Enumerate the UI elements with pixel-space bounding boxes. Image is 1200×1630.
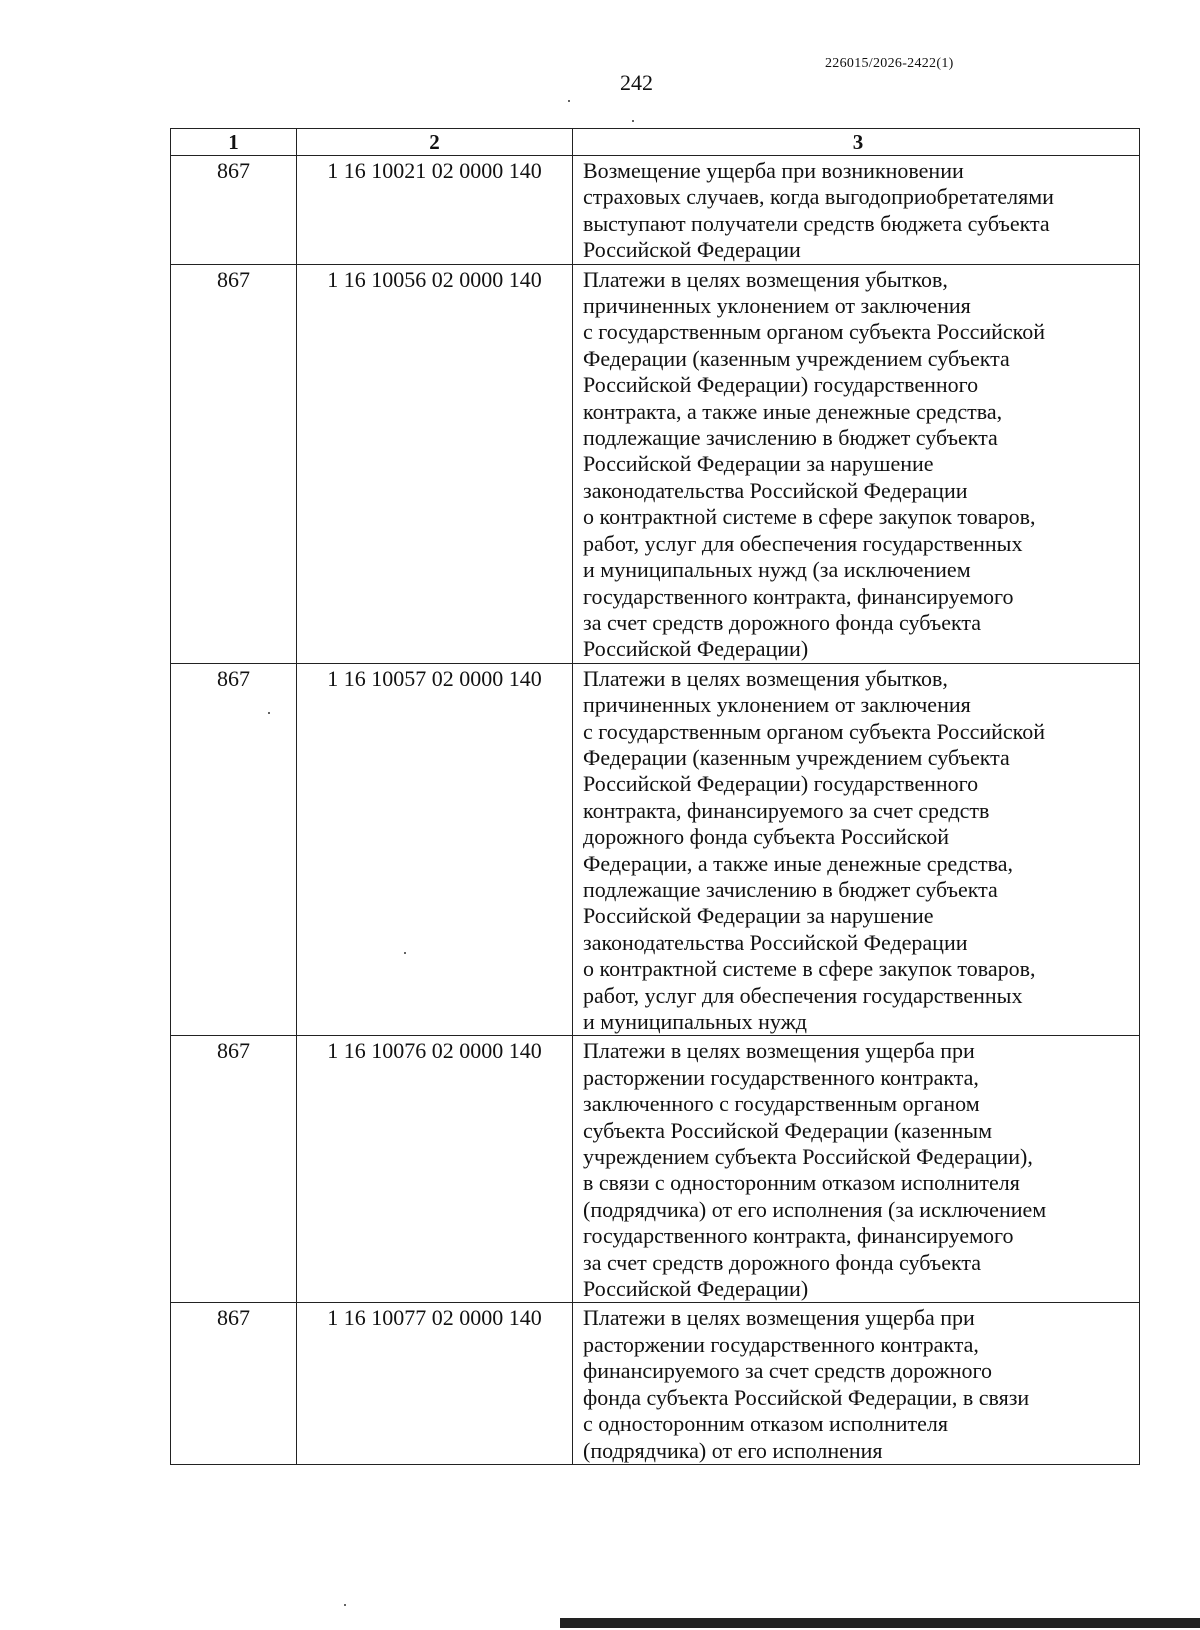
table-row xyxy=(171,663,1140,1036)
description-cell: Платежи в целях возмещения ущерба при расторжении государственного контракта, заключенного с государственным органом субъекта Российской Федерации (казенным учреждением субъекта Российской Федерации), в связи с односторонним отказом исполнителя (подрядчика) от его исполнения (за исключением государственного контракта, финансируемого за счет средств дорожного фонда субъекта Российской Федерации) xyxy=(573,1036,1140,1303)
table-row xyxy=(171,1036,1140,1303)
page-number: 242 xyxy=(620,70,653,95)
budget-code-cell: 1 16 10056 02 0000 140 xyxy=(297,264,573,663)
column-header-1: 1 xyxy=(171,129,297,156)
scan-speck xyxy=(344,1604,346,1606)
description-cell: Платежи в целях возмещения убытков, причиненных уклонением от заключения с государственным органом субъекта Российской Федерации (казенным учреждением субъекта Российской Федерации) государственного контракта, финансируемого за счет средств дорожного фонда субъекта Российской Федерации, а также иные денежные средства, подлежащие зачислению в бюджет субъекта Российской Федерации за нарушение законодательства Российской Федерации о контрактной системе в сфере закупок товаров, работ, услуг для обеспечения государственных и муниципальных нужд xyxy=(573,663,1140,1036)
table-row xyxy=(171,156,1140,265)
scan-speck xyxy=(568,100,570,102)
admin-code-cell: 867 xyxy=(171,156,297,265)
column-header-3: 3 xyxy=(573,129,1140,156)
description-cell: Возмещение ущерба при возникновении страховых случаев, когда выгодоприобретателями выступают получатели средств бюджета субъекта Российской Федерации xyxy=(573,156,1140,265)
admin-code-cell: 867 xyxy=(171,1036,297,1303)
admin-code-cell: 867 xyxy=(171,663,297,1036)
scan-speck xyxy=(632,120,634,122)
budget-codes-table xyxy=(170,128,1140,1465)
budget-code-cell: 1 16 10021 02 0000 140 xyxy=(297,156,573,265)
budget-code-cell: 1 16 10076 02 0000 140 xyxy=(297,1036,573,1303)
table-row xyxy=(171,1303,1140,1464)
document-code: 226015/2026-2422(1) xyxy=(825,56,954,71)
budget-code-cell: 1 16 10057 02 0000 140 xyxy=(297,663,573,1036)
table-header-row xyxy=(171,129,1140,156)
description-cell: Платежи в целях возмещения убытков, причиненных уклонением от заключения с государственным органом субъекта Российской Федерации (казенным учреждением субъекта Российской Федерации) государственного контракта, а также иные денежные средства, подлежащие зачислению в бюджет субъекта Российской Федерации за нарушение законодательства Российской Федерации о контрактной системе в сфере закупок товаров, работ, услуг для обеспечения государственных и муниципальных нужд (за исключением государственного контракта, финансируемого за счет средств дорожного фонда субъекта Российской Федерации) xyxy=(573,264,1140,663)
budget-code-cell: 1 16 10077 02 0000 140 xyxy=(297,1303,573,1464)
table-row xyxy=(171,264,1140,663)
scan-edge-bar xyxy=(560,1618,1200,1628)
admin-code-cell: 867 xyxy=(171,264,297,663)
description-cell: Платежи в целях возмещения ущерба при расторжении государственного контракта, финансируемого за счет средств дорожного фонда субъекта Российской Федерации, в связи с односторонним отказом исполнителя (подрядчика) от его исполнения xyxy=(573,1303,1140,1464)
column-header-2: 2 xyxy=(297,129,573,156)
admin-code-cell: 867 xyxy=(171,1303,297,1464)
